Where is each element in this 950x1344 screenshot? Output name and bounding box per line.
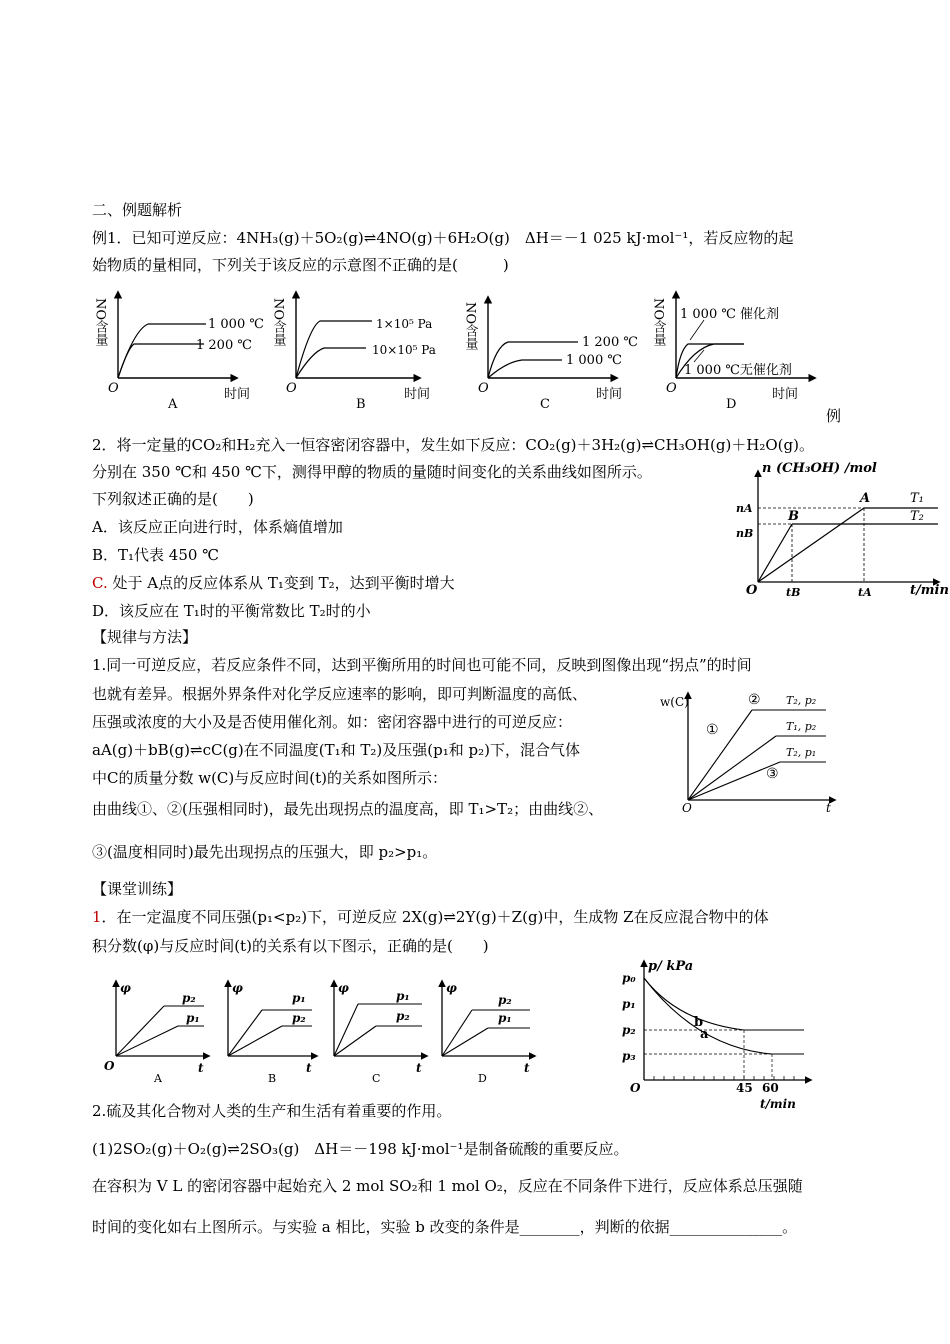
svg-text:C: C (540, 397, 550, 412)
svg-text:p₂: p₂ (396, 1009, 410, 1023)
svg-text:B: B (268, 1072, 277, 1085)
svg-text:T₂, p₁: T₂, p₁ (786, 746, 817, 759)
svg-text:tA: tA (858, 586, 872, 599)
pressure-graph (618, 956, 818, 1112)
svg-text:p₁: p₁ (292, 991, 306, 1005)
svg-text:O: O (478, 381, 489, 396)
svg-text:p₂: p₂ (622, 1023, 636, 1037)
svg-text:NO含量: NO含量 (462, 302, 478, 351)
ex1-graph-b (271, 293, 436, 412)
training-heading: 【课堂训练】 (92, 880, 183, 898)
svg-text:O: O (682, 801, 692, 815)
svg-text:NO含量: NO含量 (650, 298, 666, 347)
q1-graph-a (104, 981, 208, 1085)
ex1-graph-c (463, 298, 638, 412)
option-c-letter: C. (92, 574, 108, 592)
svg-text:p₂: p₂ (292, 1011, 306, 1025)
svg-text:p/ kPa: p/ kPa (648, 959, 694, 974)
q1-graphs (100, 976, 540, 1088)
svg-text:p₂: p₂ (182, 991, 196, 1005)
svg-text:t: t (306, 1061, 312, 1075)
ex2-option-a: A．该反应正向进行时，体系熵值增加 (92, 518, 343, 536)
svg-text:①: ① (706, 722, 719, 738)
rules-graph (656, 688, 842, 818)
stray-example-char: 例 (826, 407, 842, 425)
svg-text:p₁: p₁ (186, 1011, 200, 1025)
svg-text:p₁: p₁ (622, 997, 636, 1011)
training-q2-line3: 在容积为 V L 的密闭容器中起始充入 2 mol SO₂和 1 mol O₂，反应在不同条件下进行，反应体系总压强随 (92, 1177, 803, 1195)
ex2-question-line2: 分别在 350 ℃和 450 ℃下，测得甲醇的物质的量随时间变化的关系曲线如图所示。 (92, 463, 652, 481)
svg-text:t: t (198, 1061, 204, 1075)
training-q1-line1: 1．在一定温度不同压强(p₁<p₂)下，可逆反应 2X(g)⇌2Y(g)＋Z(g)中，生成物 Z在反应混合物中的体 (92, 908, 769, 926)
svg-text:③: ③ (766, 766, 779, 782)
svg-text:T₁: T₁ (910, 491, 924, 506)
svg-text:1 000 ℃无催化剂: 1 000 ℃无催化剂 (684, 363, 792, 378)
svg-text:时间: 时间 (224, 387, 251, 402)
ex2-graph (732, 458, 950, 600)
rules-line5: 中C的质量分数 w(C)与反应时间(t)的关系如图所示： (92, 769, 447, 787)
svg-text:60: 60 (762, 1081, 779, 1095)
svg-text:t/min: t/min (910, 583, 949, 598)
svg-text:B: B (788, 509, 799, 524)
ylabel: NO含量 (92, 298, 108, 347)
svg-text:T₂, p₂: T₂, p₂ (786, 694, 817, 707)
svg-text:1 000 ℃: 1 000 ℃ (566, 353, 622, 368)
svg-text:A: A (154, 1072, 162, 1085)
section-title: 二、例题解析 (92, 201, 183, 219)
training-q2-line4: 时间的变化如右上图所示。与实验 a 相比，实验 b 改变的条件是________，判断的依据_______________。 (92, 1218, 798, 1236)
svg-text:时间: 时间 (404, 387, 431, 402)
training-q1-line2: 积分数(φ)与反应时间(t)的关系有以下图示，正确的是( ) (92, 937, 489, 955)
svg-text:1 200 ℃: 1 200 ℃ (582, 335, 638, 350)
ex2-option-c: C. 处于 A点的反应体系从 T₁变到 T₂，达到平衡时增大 (92, 574, 455, 592)
ex1-question-line1: 例1．已知可逆反应：4NH₃(g)＋5O₂(g)⇌4NO(g)＋6H₂O(g) ΔH＝－1 025 kJ·mol⁻¹，若反应物的起 (92, 229, 794, 247)
svg-text:tB: tB (786, 586, 801, 599)
svg-text:p₁: p₁ (396, 989, 410, 1003)
ex1-graph-a (93, 293, 264, 412)
label-bottom: 1 200 ℃ (196, 338, 252, 353)
svg-text:1 000 ℃ 催化剂: 1 000 ℃ 催化剂 (680, 307, 780, 322)
svg-text:φ: φ (120, 981, 131, 995)
svg-text:时间: 时间 (772, 387, 799, 402)
rules-line7: ③(温度相同时)最先出现拐点的压强大，即 p₂>p₁。 (92, 843, 438, 861)
svg-text:φ: φ (446, 981, 457, 995)
training-q2-line1: 2.硫及其化合物对人类的生产和生活有着重要的作用。 (92, 1102, 452, 1120)
svg-text:10×10⁵ Pa: 10×10⁵ Pa (372, 343, 436, 357)
svg-text:O: O (746, 583, 758, 598)
svg-text:p₁: p₁ (498, 1011, 512, 1025)
rules-line6: 由曲线①、②(压强相同时)，最先出现拐点的温度高，即 T₁>T₂；由曲线②、 (92, 800, 604, 818)
svg-text:C: C (372, 1072, 381, 1085)
svg-text:p₃: p₃ (622, 1049, 636, 1063)
svg-text:NO含量: NO含量 (270, 298, 286, 347)
q1-number: 1 (92, 908, 102, 926)
q1-graph-c (334, 981, 426, 1085)
svg-text:O: O (104, 1059, 115, 1073)
rules-line2: 也就有差异。根据外界条件对化学反应速率的影响，即可判断温度的高低、 (92, 685, 588, 703)
q1-graph-d (442, 981, 534, 1085)
svg-text:a: a (700, 1027, 709, 1042)
ex2-question-line1: 2．将一定量的CO₂和H₂充入一恒容密闭容器中，发生如下反应：CO₂(g)＋3H₂(g)⇌CH₃OH(g)＋H₂O(g)。 (92, 436, 814, 454)
rules-heading: 【规律与方法】 (92, 628, 198, 646)
svg-text:p₀: p₀ (622, 971, 636, 985)
svg-text:1×10⁵ Pa: 1×10⁵ Pa (376, 317, 433, 331)
ex2-option-b: B．T₁代表 450 ℃ (92, 546, 219, 564)
svg-text:b: b (694, 1015, 704, 1030)
svg-text:O: O (286, 381, 297, 396)
svg-text:D: D (478, 1072, 487, 1085)
ex1-question-line2: 始物质的量相同，下列关于该反应的示意图不正确的是( ) (92, 256, 509, 274)
svg-text:t/min: t/min (760, 1097, 796, 1111)
ex2-option-d: D．该反应在 T₁时的平衡常数比 T₂时的小 (92, 602, 371, 620)
svg-text:n (CH₃OH) /mol: n (CH₃OH) /mol (762, 461, 877, 476)
ex1-graphs (92, 288, 816, 414)
q1-graph-b (228, 981, 316, 1085)
ex1-graph-d (651, 293, 815, 412)
svg-text:p₂: p₂ (498, 993, 512, 1007)
svg-text:B: B (356, 397, 366, 412)
svg-text:时间: 时间 (596, 387, 623, 402)
svg-text:45: 45 (736, 1081, 753, 1095)
svg-text:φ: φ (338, 981, 349, 995)
rules-line4: aA(g)＋bB(g)⇌cC(g)在不同温度(T₁和 T₂)及压强(p₁和 p₂)下，混合气体 (92, 741, 580, 759)
ex2-question-line3: 下列叙述正确的是( ) (92, 490, 254, 508)
svg-text:A: A (860, 491, 871, 506)
rules-line3: 压强或浓度的大小及是否使用催化剂。如：密闭容器中进行的可逆反应： (92, 713, 573, 731)
svg-text:T₁, p₂: T₁, p₂ (786, 720, 817, 733)
graph-letter: A (168, 397, 178, 412)
training-q2-line2: (1)2SO₂(g)＋O₂(g)⇌2SO₃(g) ΔH＝－198 kJ·mol⁻¹是制备硫酸的重要反应。 (92, 1140, 629, 1158)
label-top: 1 000 ℃ (208, 317, 264, 332)
svg-text:②: ② (748, 692, 761, 708)
svg-text:T₂: T₂ (910, 509, 924, 524)
svg-text:φ: φ (232, 981, 243, 995)
svg-text:O: O (630, 1081, 641, 1095)
svg-text:nA: nA (736, 502, 753, 515)
rules-line1: 1.同一可逆反应，若反应条件不同，达到平衡所用的时间也可能不同，反映到图像出现“拐点”的时间 (92, 656, 752, 674)
svg-text:t: t (416, 1061, 422, 1075)
svg-text:D: D (726, 397, 737, 412)
svg-text:O: O (108, 381, 119, 396)
svg-text:t: t (524, 1061, 530, 1075)
svg-text:t: t (826, 801, 831, 815)
svg-text:nB: nB (736, 527, 754, 540)
svg-text:w(C): w(C) (660, 695, 689, 709)
svg-text:O: O (666, 381, 677, 396)
